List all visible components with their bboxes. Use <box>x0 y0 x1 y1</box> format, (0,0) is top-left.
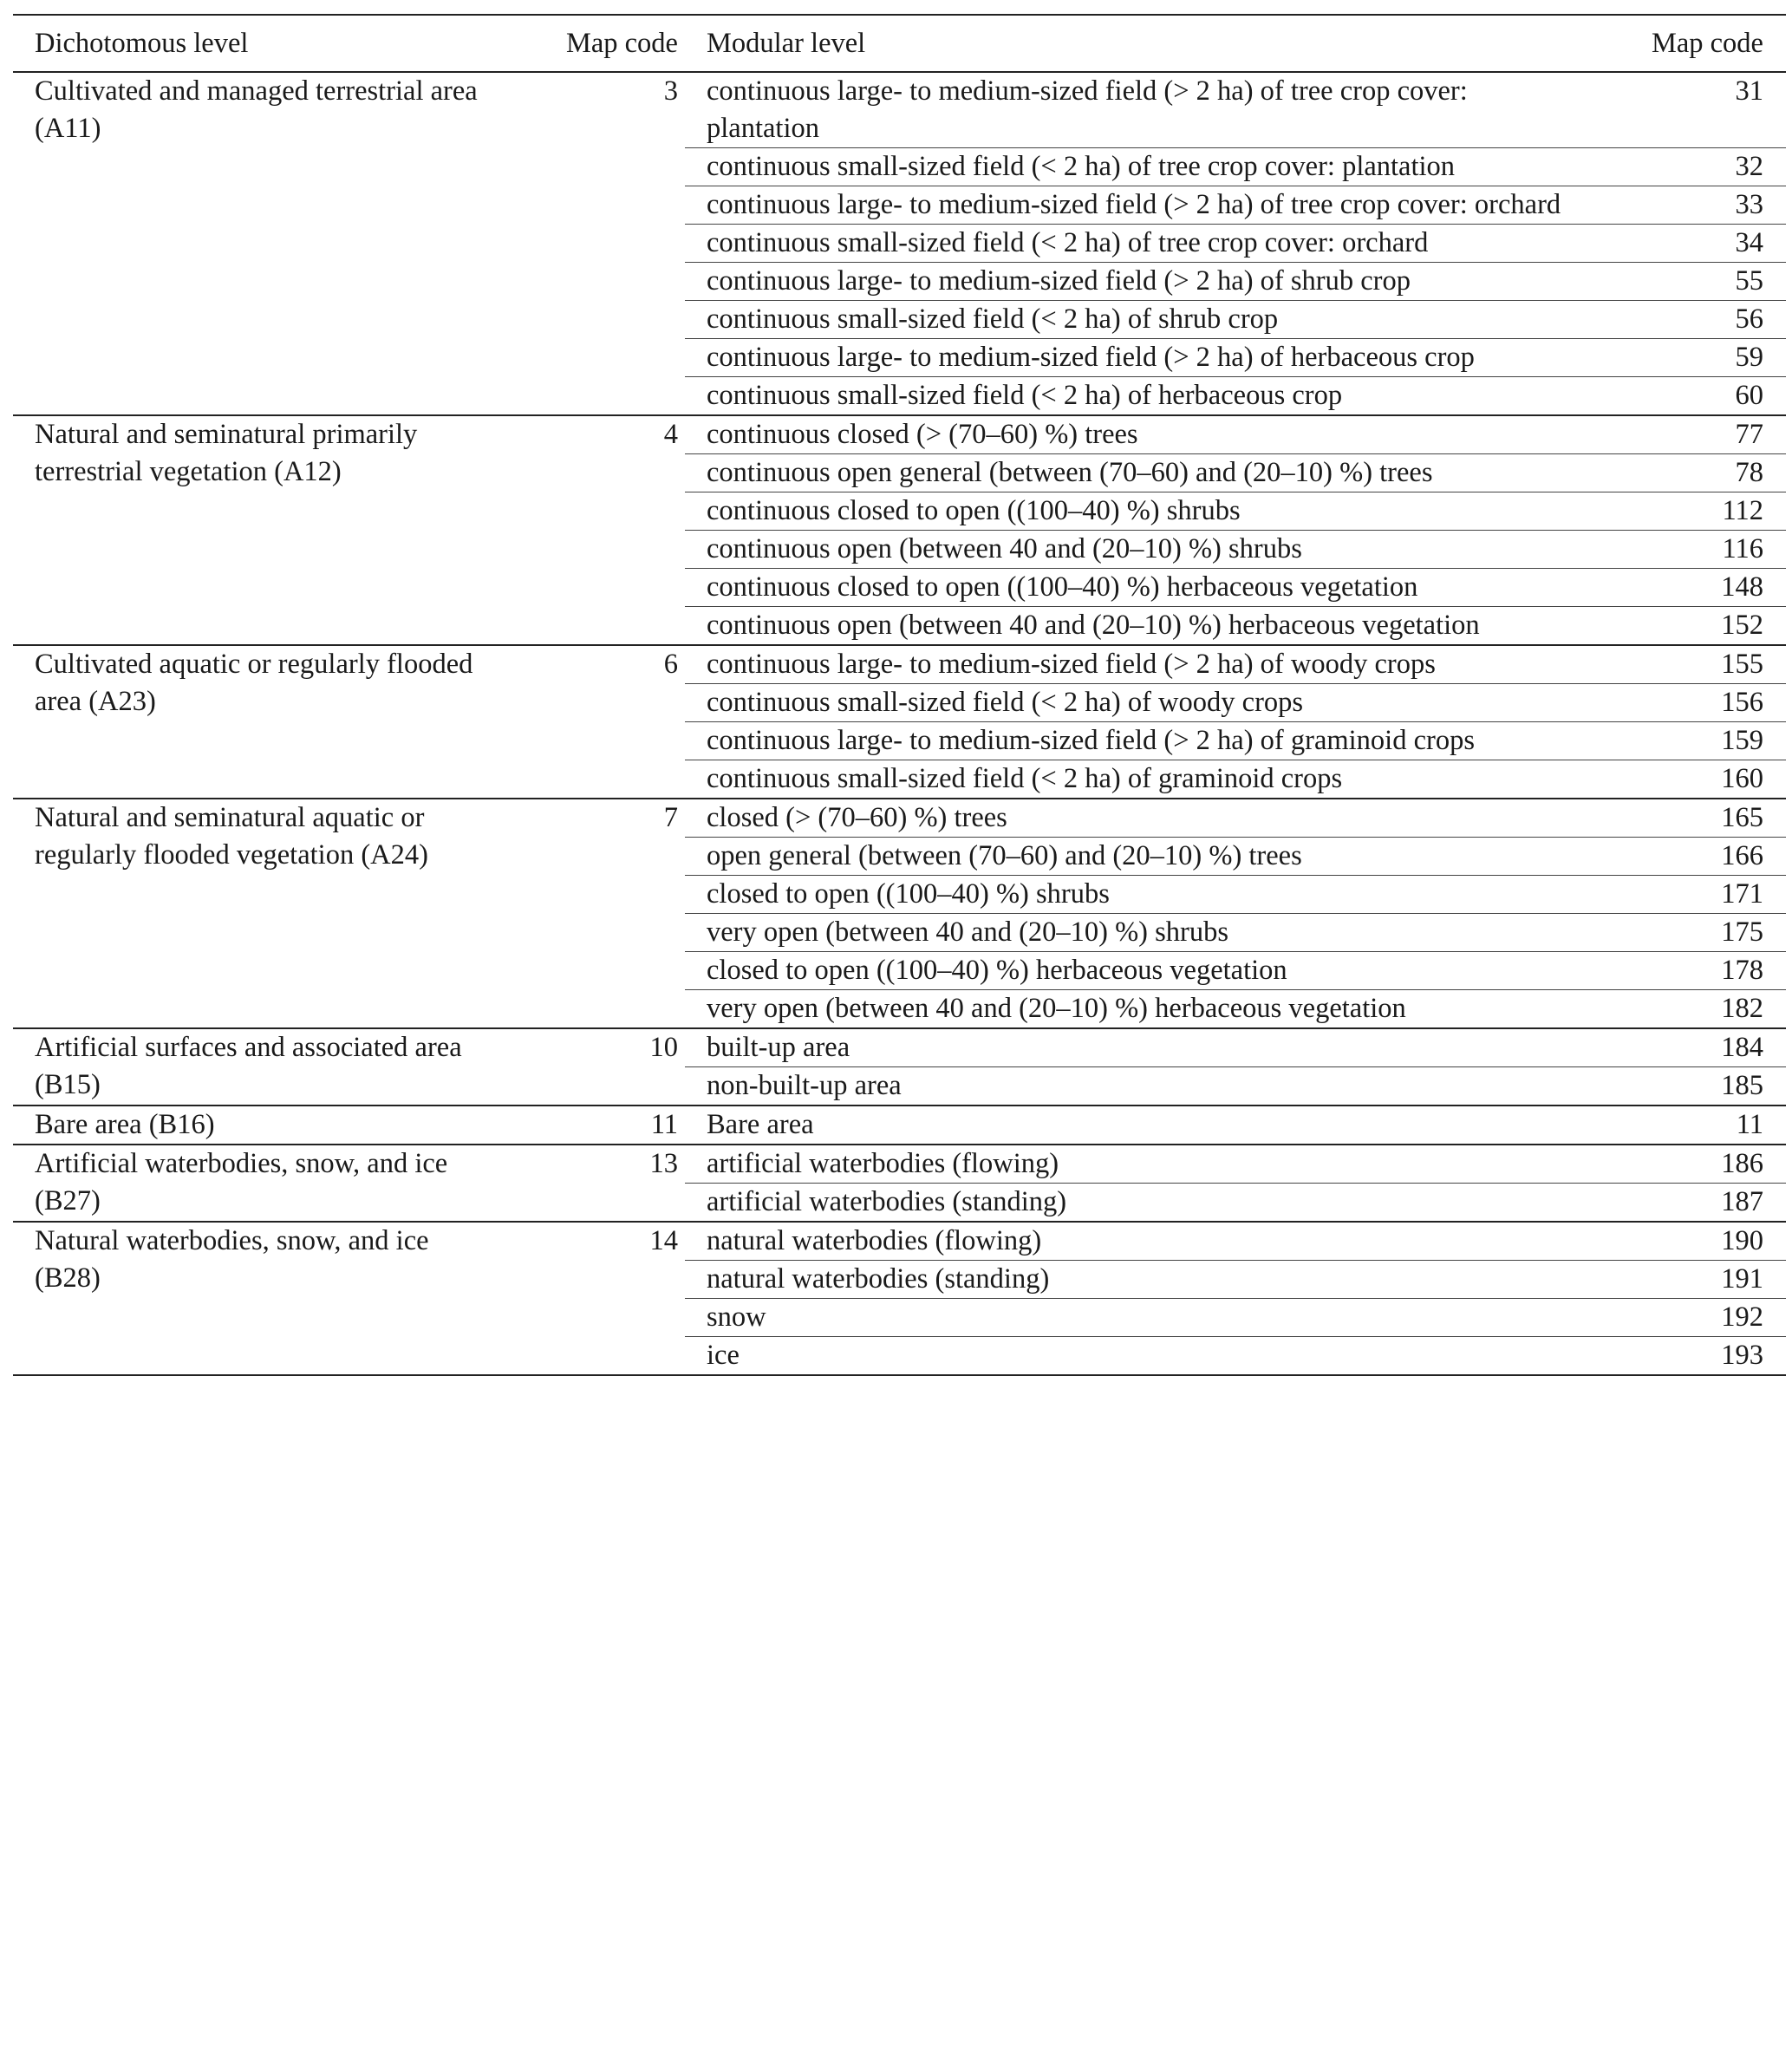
modular-level-text: continuous small-sized field (< 2 ha) of woody crops <box>707 687 1304 718</box>
modular-level-text: continuous small-sized field (< 2 ha) of herbaceous crop <box>707 380 1343 411</box>
modular-map-code: 11 <box>1736 1109 1763 1140</box>
dichotomous-level-name: Artificial surfaces and associated area (B15) <box>35 1032 462 1100</box>
table-row <box>13 415 1786 454</box>
category-group <box>13 1222 1786 1375</box>
dichotomous-map-code: 13 <box>649 1148 678 1179</box>
modular-cell <box>685 876 1786 914</box>
modular-cell <box>685 301 1786 339</box>
dichotomous-map-code: 6 <box>663 649 678 680</box>
modular-level-text: continuous closed to open ((100–40) %) herbaceous vegetation <box>707 571 1418 603</box>
modular-map-code: 171 <box>1721 878 1763 910</box>
modular-cell <box>685 263 1786 301</box>
modular-cell <box>685 760 1786 799</box>
modular-map-code: 31 <box>1735 75 1763 107</box>
modular-map-code: 56 <box>1735 303 1763 335</box>
header-dichotomous-map-code: Map code <box>565 27 678 59</box>
category-group <box>13 1145 1786 1222</box>
modular-level-text: continuous large- to medium-sized field (> 2 ha) of tree crop cover: orchard <box>707 189 1561 220</box>
modular-map-code: 116 <box>1722 533 1763 564</box>
dichotomous-level-name: Natural waterbodies, snow, and ice (B28) <box>35 1225 429 1294</box>
modular-cell <box>685 492 1786 531</box>
category-group <box>13 645 1786 799</box>
modular-map-code: 156 <box>1721 687 1763 718</box>
modular-map-code: 191 <box>1721 1263 1763 1295</box>
dichotomous-cell <box>13 1106 685 1145</box>
table-row <box>13 1106 1786 1145</box>
modular-cell <box>685 914 1786 952</box>
dichotomous-level-name: Natural and seminatural aquatic or regularly flooded vegetation (A24) <box>35 802 428 871</box>
table-row <box>13 72 1786 148</box>
modular-cell <box>685 1106 1786 1145</box>
modular-map-code: 178 <box>1721 955 1763 986</box>
modular-level-text: natural waterbodies (standing) <box>707 1263 1050 1295</box>
modular-level-text: continuous large- to medium-sized field (> 2 ha) of tree crop cover: plantation <box>707 75 1468 144</box>
modular-level-text: continuous open general (between (70–60) and (20–10) %) trees <box>707 457 1433 488</box>
modular-level-text: ice <box>707 1340 740 1371</box>
modular-map-code: 185 <box>1721 1070 1763 1101</box>
modular-cell <box>685 1299 1786 1337</box>
modular-map-code: 34 <box>1735 227 1763 258</box>
modular-cell <box>685 1145 1786 1184</box>
modular-level-text: very open (between 40 and (20–10) %) shrubs <box>707 916 1228 948</box>
modular-level-text: open general (between (70–60) and (20–10) %) trees <box>707 840 1302 871</box>
table-row <box>13 799 1786 838</box>
modular-cell <box>685 569 1786 607</box>
table-header-row <box>13 15 1786 72</box>
modular-level-text: continuous small-sized field (< 2 ha) of tree crop cover: plantation <box>707 151 1456 182</box>
modular-map-code: 60 <box>1735 380 1763 411</box>
modular-map-code: 186 <box>1721 1148 1763 1179</box>
table-row <box>13 1222 1786 1261</box>
modular-level-text: continuous large- to medium-sized field (> 2 ha) of herbaceous crop <box>707 342 1475 373</box>
dichotomous-map-code: 10 <box>649 1032 678 1063</box>
category-group <box>13 415 1786 645</box>
modular-level-text: continuous large- to medium-sized field (> 2 ha) of woody crops <box>707 649 1436 680</box>
modular-level-text: continuous small-sized field (< 2 ha) of shrub crop <box>707 303 1279 335</box>
modular-level-text: closed to open ((100–40) %) herbaceous vegetation <box>707 955 1287 986</box>
modular-cell <box>685 722 1786 760</box>
dichotomous-level-name: Cultivated aquatic or regularly flooded area (A23) <box>35 649 473 717</box>
modular-map-code: 182 <box>1721 993 1763 1024</box>
modular-level-text: continuous closed to open ((100–40) %) shrubs <box>707 495 1241 526</box>
modular-map-code: 160 <box>1721 763 1763 794</box>
header-dichotomous-level: Dichotomous level <box>35 27 249 59</box>
dichotomous-cell <box>13 1222 685 1375</box>
modular-cell <box>685 1067 1786 1106</box>
modular-cell <box>685 990 1786 1029</box>
modular-level-text: continuous small-sized field (< 2 ha) of graminoid crops <box>707 763 1343 794</box>
modular-map-code: 59 <box>1735 342 1763 373</box>
modular-map-code: 190 <box>1721 1225 1763 1256</box>
modular-level-text: continuous open (between 40 and (20–10) %) shrubs <box>707 533 1302 564</box>
modular-map-code: 77 <box>1735 419 1763 450</box>
modular-map-code: 112 <box>1722 495 1763 526</box>
modular-cell <box>685 1222 1786 1261</box>
modular-cell <box>685 1337 1786 1376</box>
modular-cell <box>685 607 1786 646</box>
dichotomous-cell <box>13 72 685 415</box>
modular-map-code: 155 <box>1721 649 1763 680</box>
modular-map-code: 187 <box>1721 1186 1763 1217</box>
modular-map-code: 78 <box>1735 457 1763 488</box>
modular-cell <box>685 952 1786 990</box>
modular-map-code: 184 <box>1721 1032 1763 1063</box>
modular-cell <box>685 186 1786 225</box>
modular-map-code: 166 <box>1721 840 1763 871</box>
category-group <box>13 1028 1786 1106</box>
modular-level-text: built-up area <box>707 1032 850 1063</box>
land-cover-legend-table <box>13 14 1786 1376</box>
dichotomous-map-code: 11 <box>650 1109 678 1140</box>
modular-cell <box>685 454 1786 492</box>
modular-map-code: 159 <box>1721 725 1763 756</box>
modular-cell <box>685 72 1786 148</box>
dichotomous-cell <box>13 415 685 645</box>
modular-map-code: 148 <box>1721 571 1763 603</box>
dichotomous-cell <box>13 1028 685 1106</box>
modular-cell <box>685 684 1786 722</box>
modular-map-code: 32 <box>1735 151 1763 182</box>
header-modular-level: Modular level <box>707 27 866 59</box>
modular-map-code: 152 <box>1721 610 1763 641</box>
modular-cell <box>685 377 1786 416</box>
modular-cell <box>685 1261 1786 1299</box>
modular-cell <box>685 531 1786 569</box>
modular-level-text: artificial waterbodies (standing) <box>707 1186 1067 1217</box>
dichotomous-map-code: 4 <box>663 419 678 450</box>
dichotomous-level-name: Cultivated and managed terrestrial area (A11) <box>35 75 478 144</box>
dichotomous-level-name: Artificial waterbodies, snow, and ice (B27) <box>35 1148 448 1216</box>
modular-level-text: continuous large- to medium-sized field (> 2 ha) of shrub crop <box>707 265 1411 297</box>
modular-map-code: 55 <box>1735 265 1763 297</box>
category-group <box>13 799 1786 1028</box>
category-group <box>13 1106 1786 1145</box>
modular-level-text: snow <box>707 1301 766 1333</box>
modular-cell <box>685 838 1786 876</box>
dichotomous-cell <box>13 645 685 799</box>
modular-cell <box>685 415 1786 454</box>
modular-level-text: closed (> (70–60) %) trees <box>707 802 1007 833</box>
modular-map-code: 193 <box>1721 1340 1763 1371</box>
category-group <box>13 72 1786 415</box>
modular-cell <box>685 1028 1786 1067</box>
dichotomous-level-name: Bare area (B16) <box>35 1109 215 1140</box>
modular-level-text: closed to open ((100–40) %) shrubs <box>707 878 1110 910</box>
table-row <box>13 645 1786 684</box>
dichotomous-level-name: Natural and seminatural primarily terrestrial vegetation (A12) <box>35 419 418 487</box>
modular-level-text: continuous small-sized field (< 2 ha) of tree crop cover: orchard <box>707 227 1429 258</box>
modular-level-text: Bare area <box>707 1109 814 1140</box>
modular-cell <box>685 799 1786 838</box>
modular-map-code: 165 <box>1721 802 1763 833</box>
modular-level-text: very open (between 40 and (20–10) %) herbaceous vegetation <box>707 993 1406 1024</box>
table-row <box>13 1028 1786 1067</box>
modular-level-text: continuous closed (> (70–60) %) trees <box>707 419 1138 450</box>
dichotomous-map-code: 7 <box>663 802 678 833</box>
modular-cell <box>685 645 1786 684</box>
dichotomous-cell <box>13 799 685 1028</box>
table-row <box>13 1145 1786 1184</box>
modular-map-code: 192 <box>1721 1301 1763 1333</box>
modular-level-text: continuous large- to medium-sized field (> 2 ha) of graminoid crops <box>707 725 1475 756</box>
modular-level-text: non-built-up area <box>707 1070 902 1101</box>
modular-cell <box>685 1184 1786 1223</box>
dichotomous-map-code: 3 <box>663 75 678 107</box>
modular-map-code: 175 <box>1721 916 1763 948</box>
modular-level-text: natural waterbodies (flowing) <box>707 1225 1042 1256</box>
modular-cell <box>685 225 1786 263</box>
modular-level-text: continuous open (between 40 and (20–10) %) herbaceous vegetation <box>707 610 1480 641</box>
modular-cell <box>685 339 1786 377</box>
modular-cell <box>685 148 1786 186</box>
header-modular-map-code: Map code <box>1651 27 1763 59</box>
dichotomous-map-code: 14 <box>649 1225 678 1256</box>
modular-map-code: 33 <box>1735 189 1763 220</box>
dichotomous-cell <box>13 1145 685 1222</box>
modular-level-text: artificial waterbodies (flowing) <box>707 1148 1059 1179</box>
